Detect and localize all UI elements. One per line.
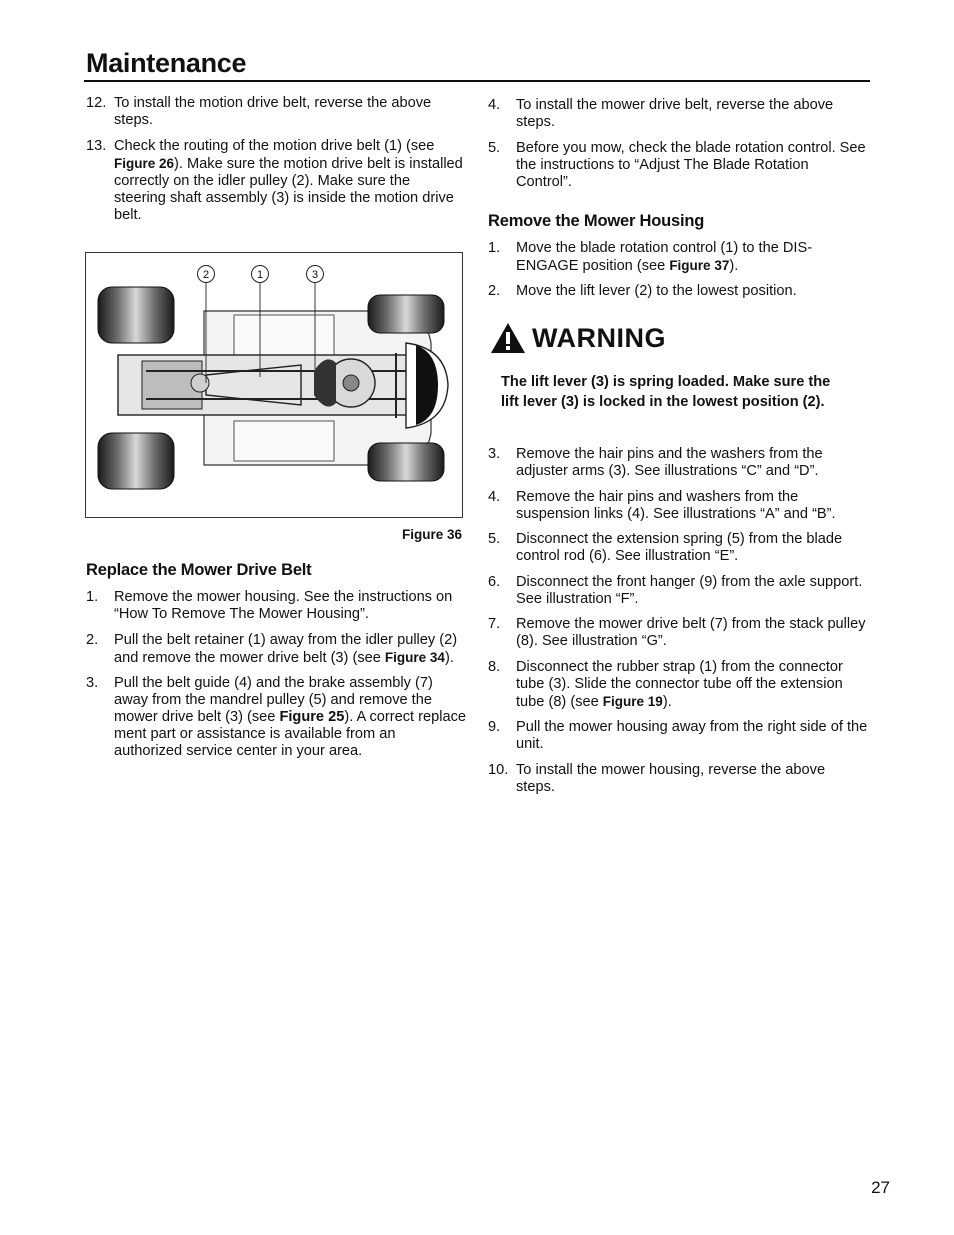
step-number: 6. [488, 573, 501, 590]
step-number: 2. [488, 283, 501, 299]
section-heading: Remove the Mower Housing [488, 211, 705, 230]
step-number: 9. [488, 719, 501, 735]
remove-housing-steps-b [488, 446, 868, 796]
list-item [488, 616, 868, 650]
step-text: Pull the mower housing away from the right side of the unit. [516, 719, 868, 752]
list-item [488, 762, 868, 796]
step-text: Disconnect the extension spring (5) from the blade control rod (6). See illustration “E”. [516, 531, 843, 564]
step-number: 4. [488, 488, 501, 505]
step-number: 2. [86, 631, 99, 648]
step-text: Remove the mower drive belt (7) from the stack pulley (8). See illustration “G”. [516, 616, 866, 649]
step-number: 13. [86, 137, 107, 154]
step-text: ). Make sure the motion drive belt is installed correctly on the idler pulley (2). Make sure the steering shaft assembly (3) is inside the motion drive belt. [114, 155, 463, 223]
step-text: Remove the hair pins and the washers from the adjuster arms (3). See illustrations “C” and “D”. [516, 446, 823, 479]
step-text: Move the lift lever (2) to the lowest position. [516, 283, 797, 299]
step-text: ). [662, 693, 672, 710]
step-number: 7. [488, 616, 501, 632]
list-item [488, 140, 868, 191]
step-text: Remove the mower housing. See the instructions on “How To Remove The Mower Housing”. [114, 589, 453, 622]
list-item [488, 283, 868, 300]
step-text: Check the routing of the motion drive belt (1) (see [114, 137, 435, 154]
list-item [488, 659, 868, 711]
step-number: 1. [86, 589, 99, 605]
step-number: 10. [488, 761, 509, 778]
list-item [488, 531, 868, 565]
list-item [488, 97, 868, 131]
warning-message: The lift lever (3) is spring loaded. Make sure the lift lever (3) is locked in the lowest position (2). [501, 374, 831, 410]
callout-label: 2 [197, 265, 215, 283]
section-heading: Replace the Mower Drive Belt [86, 561, 312, 579]
list-item [488, 489, 868, 523]
step-text: Before you mow, check the blade rotation control. See the instructions to “Adjust The Blade Rotation Control”. [516, 139, 866, 190]
step-text: ). [444, 649, 454, 666]
step-text: ). A correct replace ment part or assistance is available from an authorized service center in your area. [114, 709, 467, 759]
step-text: To install the mower housing, reverse the above steps. [516, 761, 826, 795]
step-number: 4. [488, 97, 501, 113]
list-item [86, 675, 466, 760]
warning-header [490, 322, 868, 354]
step-number: 1. [488, 239, 501, 256]
page-title: Maintenance [86, 48, 247, 78]
figure-36-illustration [85, 252, 463, 518]
step-number: 5. [488, 139, 501, 156]
step-text: Disconnect the rubber strap (1) from the connector tube (3). Slide the connector tube off the extension tube (8) (see [516, 658, 843, 710]
mower-belt-final-steps [488, 97, 868, 191]
step-text: To install the motion drive belt, reverse the above steps. [114, 95, 432, 128]
step-text: Pull the belt guide (4) and the brake assembly (7) away from the mandrel pulley (5) and remove the mower drive belt (3) (see [114, 675, 433, 725]
step-number: 8. [488, 658, 501, 675]
figure-reference: Figure 37 [669, 257, 730, 273]
list-item [86, 589, 466, 623]
step-text: Remove the hair pins and washers from the suspension links (4). See illustrations “A” and “B”. [516, 488, 836, 522]
replace-belt-steps [86, 589, 466, 760]
list-item [488, 446, 868, 480]
figure-reference: Figure 34 [384, 649, 445, 665]
callout-label: 1 [251, 265, 269, 283]
step-text: Pull the belt retainer (1) away from the idler pulley (2) and remove the mower drive belt (3) (see [114, 631, 458, 666]
step-number: 5. [488, 531, 501, 547]
callout-label: 3 [306, 265, 324, 283]
step-text: Move the blade rotation control (1) to the DIS-ENGAGE position (see [516, 239, 813, 274]
replace-mower-drive-belt-section [86, 562, 466, 769]
figure-caption: Figure 36 [401, 527, 462, 542]
figure-reference: Figure 19 [602, 693, 663, 709]
list-item [86, 632, 466, 667]
warning-title: WARNING [532, 322, 666, 353]
figure-reference: Figure 25 [279, 709, 345, 725]
warning-triangle-icon [490, 322, 526, 354]
list-item [86, 138, 466, 224]
step-text: ). [729, 257, 739, 274]
list-item [488, 574, 868, 608]
list-item [86, 95, 466, 129]
right-column [488, 97, 868, 804]
step-number: 12. [86, 95, 107, 111]
figure-reference: Figure 26 [114, 155, 175, 171]
step-text: Disconnect the front hanger (9) from the axle support. See illustration “F”. [516, 573, 863, 607]
page-number: 27 [871, 1178, 890, 1197]
step-number: 3. [488, 446, 501, 462]
title-rule [84, 80, 870, 82]
step-text: To install the mower drive belt, reverse the above steps. [516, 97, 834, 130]
list-item [488, 719, 868, 753]
list-item [488, 240, 868, 275]
left-column [86, 95, 466, 232]
motion-belt-steps [86, 95, 466, 224]
step-number: 3. [86, 675, 99, 691]
mower-underside-drawing [86, 253, 462, 517]
remove-housing-steps-a [488, 240, 868, 301]
